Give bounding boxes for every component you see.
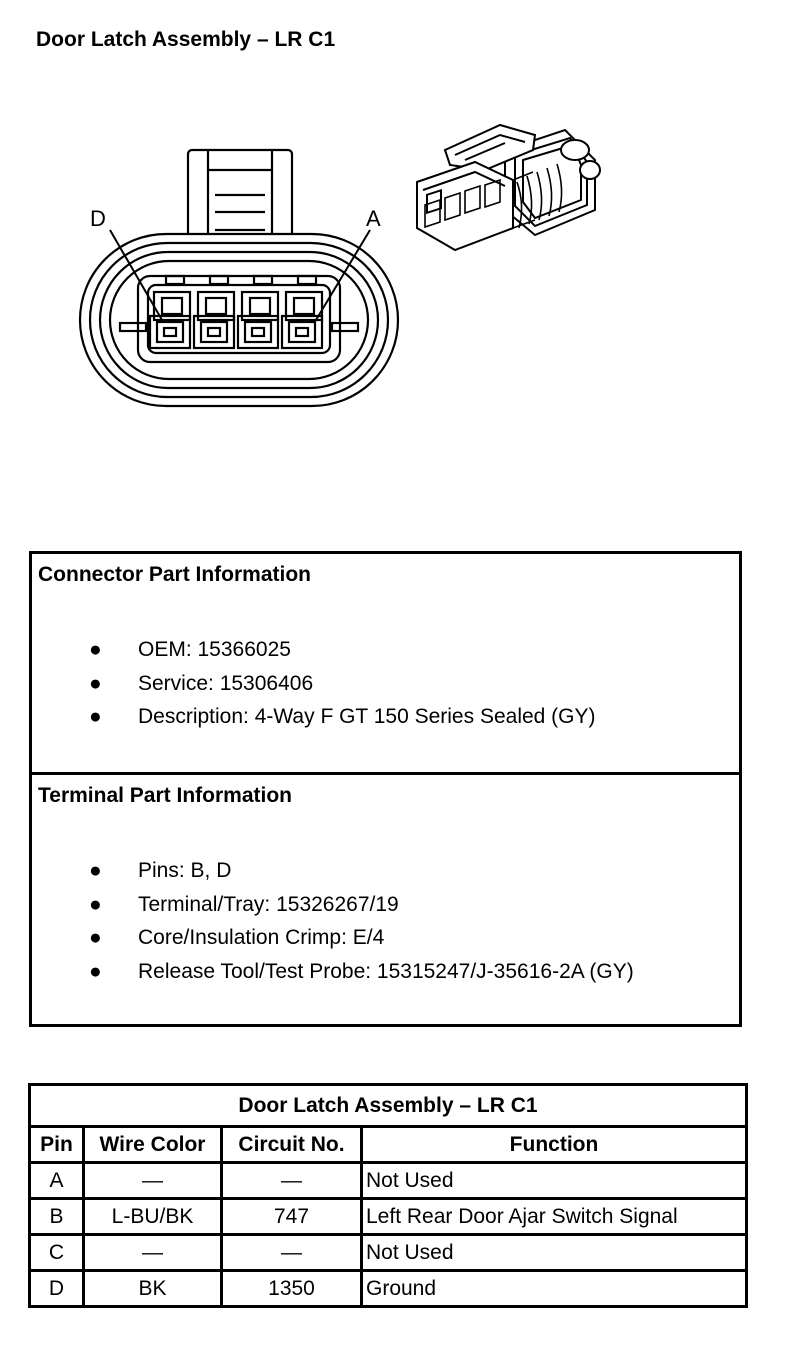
pin-table [28, 1083, 748, 1308]
cell-function: Not Used [362, 1235, 747, 1271]
connector-description: Description: 4-Way F GT 150 Series Sealed (GY) [138, 705, 596, 728]
cell-wire-color: — [84, 1235, 222, 1271]
terminal-release-tool: Release Tool/Test Probe: 15315247/J-35616-2A (GY) [138, 959, 634, 983]
bullet-icon: ● [89, 638, 102, 661]
cell-circuit: 1350 [222, 1271, 362, 1307]
terminal-part-heading: Terminal Part Information [38, 784, 292, 807]
terminal-pins: Pins: B, D [138, 859, 232, 882]
header-circuit-no: Circuit No. [222, 1127, 362, 1163]
cell-pin: D [30, 1271, 84, 1307]
diagram-title: Door Latch Assembly – LR C1 [36, 28, 336, 51]
table-row [30, 1163, 747, 1199]
bullet-icon: ● [89, 705, 102, 728]
terminal-tray: Terminal/Tray: 15326267/19 [138, 892, 399, 916]
bullet-icon: ● [89, 926, 102, 949]
table-header-row [30, 1127, 747, 1163]
pin-table-caption: Door Latch Assembly – LR C1 [30, 1085, 747, 1127]
header-pin: Pin [30, 1127, 84, 1163]
bullet-icon: ● [89, 671, 102, 695]
cell-wire-color: L-BU/BK [84, 1199, 222, 1235]
bullet-icon: ● [89, 859, 102, 882]
terminal-crimp: Core/Insulation Crimp: E/4 [138, 926, 385, 949]
cell-circuit: — [222, 1163, 362, 1199]
cell-wire-color: BK [84, 1271, 222, 1307]
table-row [30, 1235, 747, 1271]
cell-circuit: — [222, 1235, 362, 1271]
pin-label-d: D [90, 206, 106, 231]
bullet-icon: ● [89, 959, 102, 983]
cell-pin: A [30, 1163, 84, 1199]
table-caption-row [30, 1085, 747, 1127]
pin-label-a: A [366, 206, 381, 231]
cell-function: Left Rear Door Ajar Switch Signal [362, 1199, 747, 1235]
connector-isometric-illustration [405, 110, 605, 260]
cell-pin: C [30, 1235, 84, 1271]
connector-face-illustration [70, 140, 410, 415]
header-function: Function [362, 1127, 747, 1163]
cell-pin: B [30, 1199, 84, 1235]
part-information-box [29, 551, 742, 1027]
bullet-icon: ● [89, 892, 102, 916]
connector-oem: OEM: 15366025 [138, 638, 291, 661]
connector-part-heading: Connector Part Information [38, 563, 312, 586]
terminal-part-section [32, 775, 739, 1024]
connector-part-section [32, 554, 739, 775]
cell-function: Ground [362, 1271, 747, 1307]
cell-wire-color: — [84, 1163, 222, 1199]
cell-function: Not Used [362, 1163, 747, 1199]
table-row [30, 1271, 747, 1307]
cell-circuit: 747 [222, 1199, 362, 1235]
table-row [30, 1199, 747, 1235]
connector-service: Service: 15306406 [138, 671, 314, 695]
header-wire-color: Wire Color [84, 1127, 222, 1163]
